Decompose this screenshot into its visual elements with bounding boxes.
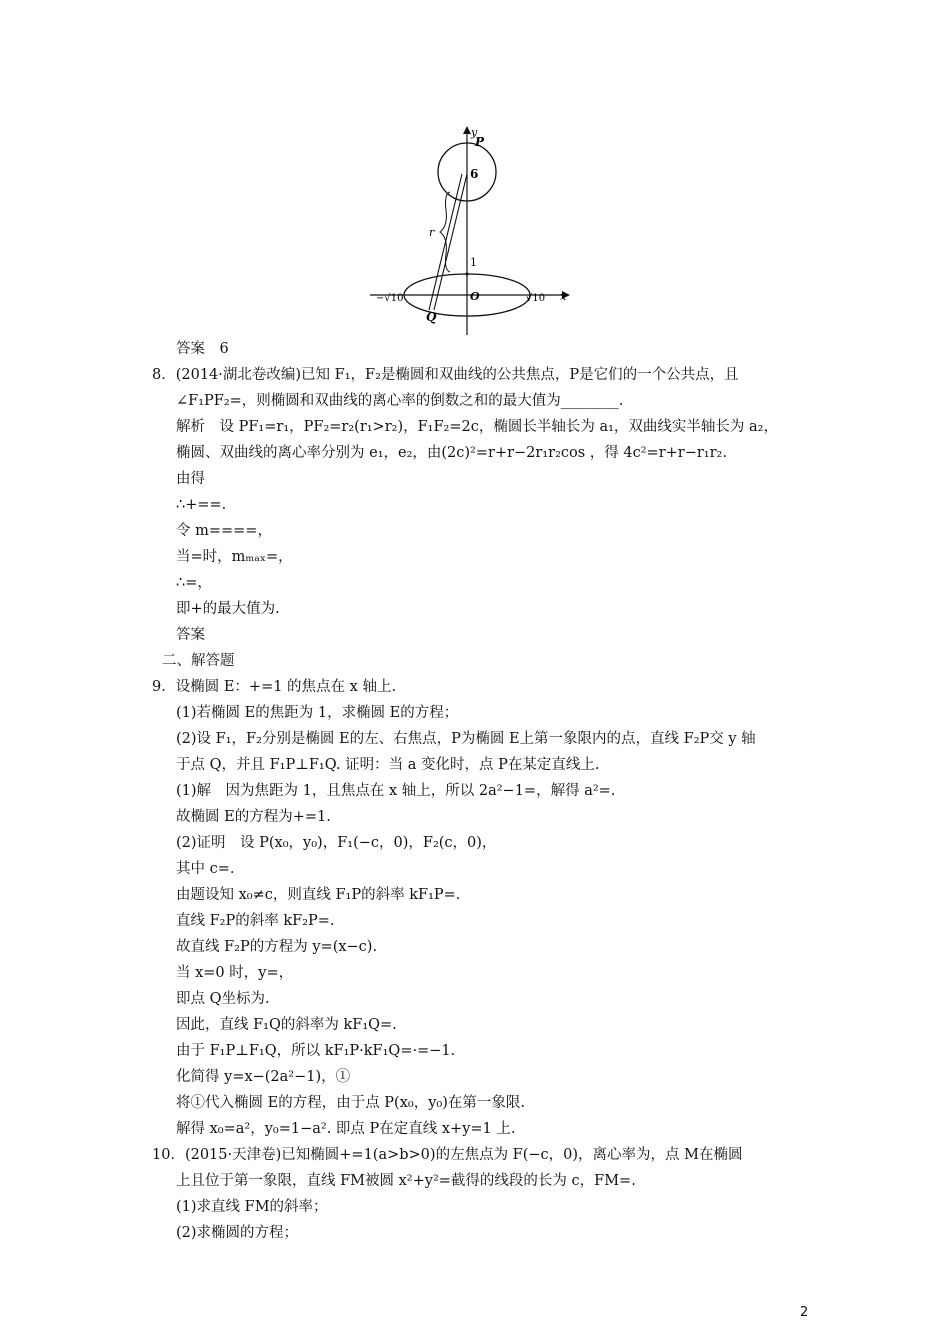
text-line: (2)设 F₁，F₂分别是椭圆 E的左、右焦点，P为椭圆 E上第一象限内的点，直线 F₂P交 y 轴: [176, 731, 756, 747]
text-line: 答案 6: [176, 341, 229, 357]
text-line: 由题设知 x₀≠c，则直线 F₁P的斜率 kF₁P=.: [176, 887, 461, 903]
segment-r-right: [434, 174, 467, 310]
text-line: ∴=，: [176, 575, 212, 591]
text-line: 解析 设 PF₁=r₁，PF₂=r₂(r₁>r₂)，F₁F₂=2c，椭圆长半轴长为 a₁，双曲线实半轴长为 a₂，: [176, 419, 778, 435]
text-line: 其中 c=.: [176, 861, 235, 877]
text-line: 故椭圆 E的方程为+=1.: [176, 809, 331, 825]
text-line: (2)求椭圆的方程；: [176, 1225, 299, 1241]
text-line: 由于 F₁P⊥F₁Q，所以 kF₁P·kF₁Q=·=−1.: [176, 1043, 456, 1059]
text-line: 8．(2014·湖北卷改编)已知 F₁，F₂是椭圆和双曲线的公共焦点，P是它们的一个公共点，且: [152, 367, 739, 383]
y-axis-arrow: [463, 126, 471, 134]
text-line: 答案: [176, 627, 205, 643]
label-Q: Q: [426, 310, 437, 324]
ellipse-circle-figure: [360, 120, 590, 345]
label-x: x: [560, 290, 567, 303]
text-line: 令 m====，: [176, 523, 272, 539]
label-neg-root10: −√10: [376, 293, 404, 304]
text-line: 于点 Q，并且 F₁P⊥F₁Q. 证明：当 a 变化时，点 P在某定直线上.: [176, 757, 600, 773]
text-line: 化简得 y=x−(2a²−1)，①: [176, 1069, 351, 1085]
text-line: (2)证明 设 P(x₀，y₀)，F₁(−c，0)，F₂(c，0)，: [176, 835, 497, 851]
text-line: 椭圆、双曲线的离心率分别为 e₁，e₂，由(2c)²=r+r−2r₁r₂cos ，得 4c²=r+r−r₁r₂.: [176, 445, 727, 461]
text-line: 将①代入椭圆 E的方程，由于点 P(x₀，y₀)在第一象限.: [176, 1095, 525, 1111]
point-one: [465, 272, 468, 275]
text-line: (1)解 因为焦距为 1，且焦点在 x 轴上，所以 2a²−1=，解得 a²=.: [176, 783, 616, 799]
text-line: 10．(2015·天津卷)已知椭圆+=1(a>b>0)的左焦点为 F(−c，0)，离心率为，点 M在椭圆: [152, 1147, 743, 1163]
text-line: 当 x=0 时，y=，: [176, 965, 294, 981]
text-line: 故直线 F₂P的方程为 y=(x−c).: [176, 939, 378, 955]
text-line: 因此，直线 F₁Q的斜率为 kF₁Q=.: [176, 1017, 397, 1033]
label-O: O: [470, 290, 480, 303]
label-P: P: [475, 135, 485, 149]
text-line: 上且位于第一象限，直线 FM被圆 x²+y²=截得的线段的长为 c，FM=.: [176, 1173, 636, 1189]
label-six: 6: [470, 167, 479, 181]
text-line: 9．设椭圆 E：+=1 的焦点在 x 轴上.: [152, 679, 397, 695]
label-y: y: [471, 126, 478, 139]
text-line: 由得: [176, 471, 205, 487]
label-r: r: [429, 226, 435, 239]
text-line: 直线 F₂P的斜率 kF₂P=.: [176, 913, 335, 929]
label-root10: √10: [526, 293, 546, 304]
text-line: 当=时，mₘₐₓ=，: [176, 549, 293, 565]
text-line: ∠F₁PF₂=，则椭圆和双曲线的离心率的倒数之和的最大值为________.: [176, 393, 624, 409]
label-one: 1: [470, 256, 477, 269]
text-line: 即点 Q坐标为.: [176, 991, 270, 1007]
text-line: (1)求直线 FM的斜率；: [176, 1199, 328, 1215]
text-line: 解得 x₀=a²，y₀=1−a². 即点 P在定直线 x+y=1 上.: [176, 1121, 516, 1137]
text-line: (1)若椭圆 E的焦距为 1，求椭圆 E的方程；: [176, 705, 459, 721]
text-line: 即+的最大值为.: [176, 601, 280, 617]
text-line: 二、解答题: [162, 653, 235, 669]
text-line: ∴+==.: [176, 497, 227, 513]
page-number: 2: [800, 1305, 809, 1320]
